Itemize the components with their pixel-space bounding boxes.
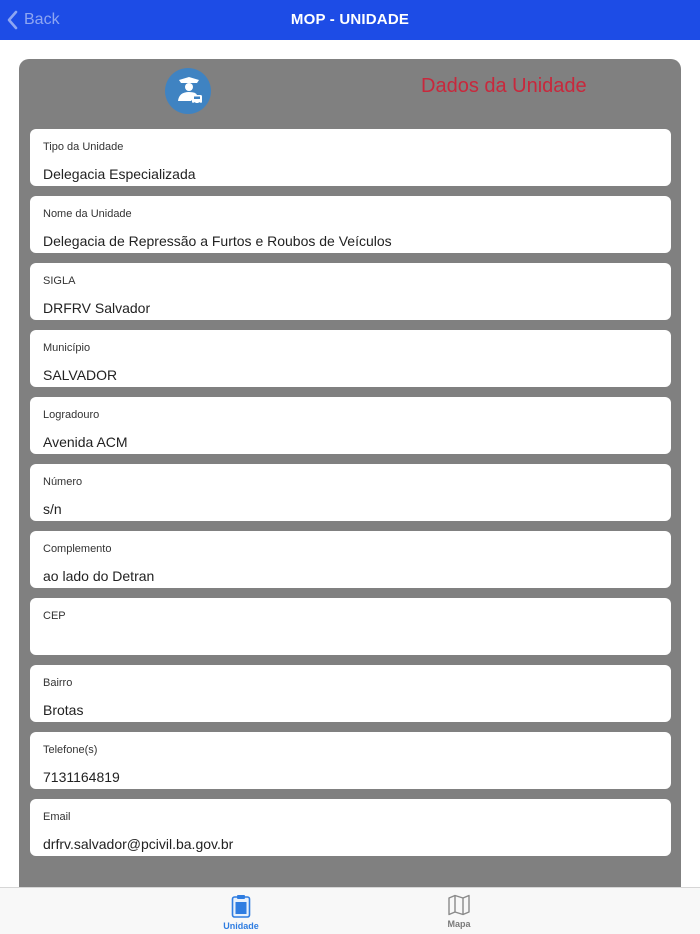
back-label: Back xyxy=(24,11,60,28)
field-label: Tipo da Unidade xyxy=(43,141,124,153)
page-title: MOP - UNIDADE xyxy=(290,11,410,28)
field-label: Município xyxy=(43,342,91,354)
field-value xyxy=(43,634,658,652)
field-value: ao lado do Detran xyxy=(43,568,155,584)
field-label: CEP xyxy=(43,610,66,622)
field-value: drfrv.salvador@pcivil.ba.gov.br xyxy=(43,836,234,852)
field-email xyxy=(30,799,671,856)
navigation-bar xyxy=(0,0,700,40)
field-value: Delegacia de Repressão a Furtos e Roubos de Veículos xyxy=(43,233,392,249)
field-value: 7131164819 xyxy=(43,769,120,785)
field-nome-unidade xyxy=(30,196,671,253)
unit-details-panel xyxy=(19,59,681,899)
field-tipo-unidade xyxy=(30,129,671,186)
field-value: Avenida ACM xyxy=(43,434,128,450)
field-value: SALVADOR xyxy=(43,367,118,383)
field-logradouro xyxy=(30,397,671,454)
field-bairro xyxy=(30,665,671,722)
police-officer-vehicle-icon xyxy=(165,68,211,114)
field-label: Logradouro xyxy=(43,409,100,421)
unit-fields-list xyxy=(30,129,671,866)
field-label: Bairro xyxy=(43,677,73,689)
field-cep xyxy=(30,598,671,655)
field-telefone xyxy=(30,732,671,789)
tab-mapa[interactable] xyxy=(399,888,519,934)
field-label: Email xyxy=(43,811,71,823)
field-value: DRFRV Salvador xyxy=(43,300,151,316)
field-label: SIGLA xyxy=(43,275,76,287)
field-numero xyxy=(30,464,671,521)
field-complemento xyxy=(30,531,671,588)
field-sigla xyxy=(30,263,671,320)
field-label: Telefone(s) xyxy=(43,744,98,756)
map-icon xyxy=(447,894,471,916)
field-label: Complemento xyxy=(43,543,112,555)
clipboard-icon xyxy=(231,894,251,918)
field-label: Nome da Unidade xyxy=(43,208,132,220)
tab-label: Unidade xyxy=(223,921,259,931)
field-value: Brotas xyxy=(43,702,84,718)
field-municipio xyxy=(30,330,671,387)
field-value: Delegacia Especializada xyxy=(43,166,196,182)
section-title: Dados da Unidade xyxy=(421,75,587,97)
tab-label: Mapa xyxy=(447,919,471,929)
tab-bar xyxy=(0,887,700,934)
field-label: Número xyxy=(43,476,83,488)
tab-unidade[interactable] xyxy=(181,888,301,934)
field-value: s/n xyxy=(43,501,62,517)
